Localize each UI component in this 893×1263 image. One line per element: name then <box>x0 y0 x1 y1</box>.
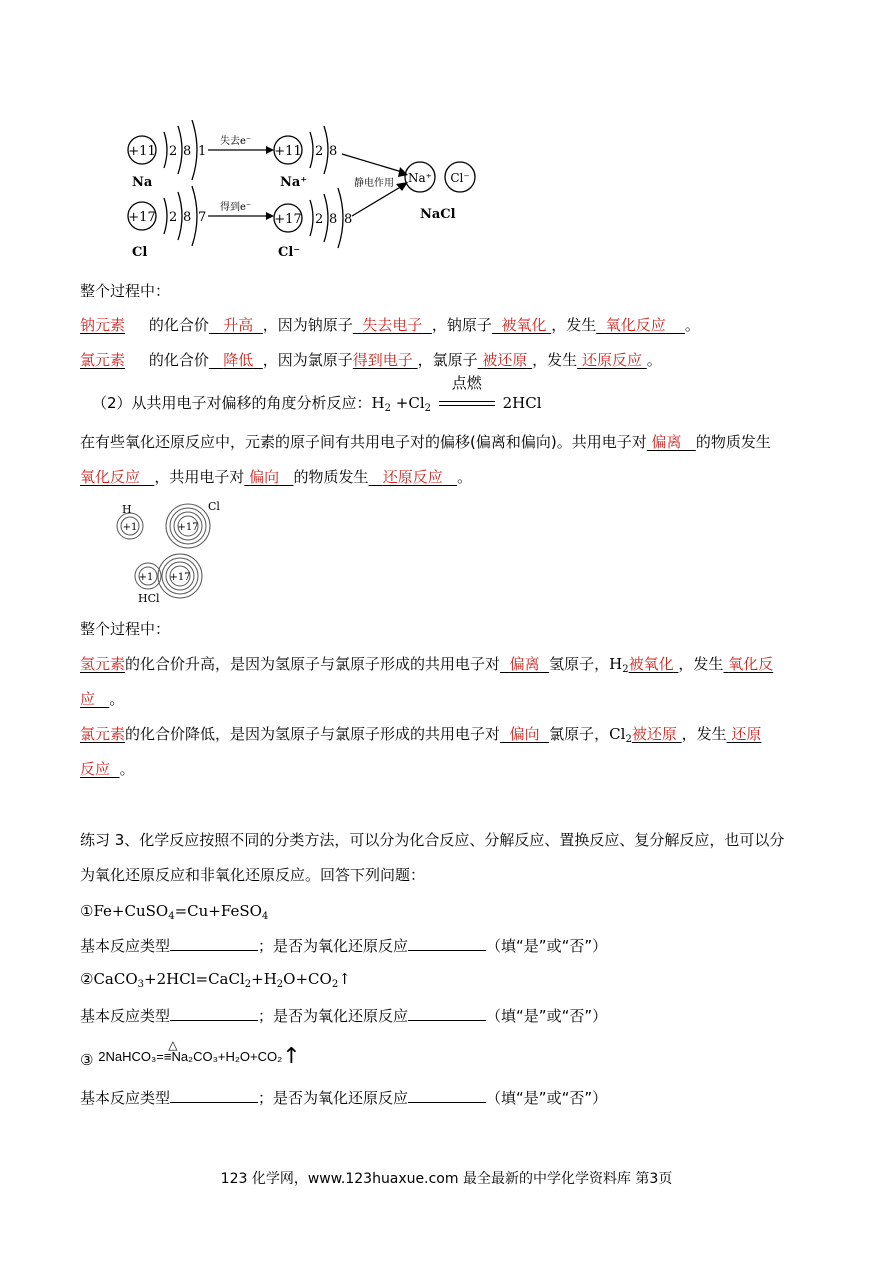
label: 基本反应类型 <box>80 1089 171 1107</box>
text: 。 <box>119 760 135 778</box>
text: 。 <box>457 468 473 486</box>
answer <box>80 690 109 708</box>
condition-text: 点燃 <box>451 374 482 392</box>
answer-text: 被还原 <box>482 351 528 369</box>
answer <box>727 725 762 743</box>
p1-line-cl <box>80 349 662 371</box>
heat-symbol: △ <box>168 1038 178 1052</box>
ex3-q2-row <box>80 1004 607 1027</box>
answer-text: 氧化反 <box>728 655 774 673</box>
na-ion-label: Na⁺ <box>280 175 308 190</box>
answer-text: 应 <box>80 690 96 708</box>
redox-input[interactable] <box>408 934 486 951</box>
reaction-type-input[interactable] <box>170 1004 258 1021</box>
cl-ion-shell-3: 8 <box>344 212 353 227</box>
cl-shell-1: 2 <box>169 210 178 225</box>
h-symbol: H <box>371 394 385 412</box>
nacl-cl-ion: Cl⁻ <box>450 171 470 185</box>
cl-ion-shell-1: 2 <box>315 212 324 227</box>
text: 。 <box>646 351 662 369</box>
answer <box>632 725 682 743</box>
sub: 4 <box>168 911 175 922</box>
text: 氯原子， <box>549 725 610 743</box>
eq-condition <box>436 374 498 414</box>
text: 的化合价升高，是因为氢原子与氯原子形成的共用电子对 <box>125 655 501 673</box>
text: 的物质发生 <box>695 433 771 451</box>
text: ，共用电子对 <box>154 468 245 486</box>
q3-formula <box>98 1038 283 1068</box>
answer <box>209 351 263 369</box>
sub: 2 <box>625 734 632 745</box>
hcl-h-nucleus: +1 <box>138 572 154 583</box>
redox-input[interactable] <box>408 1004 486 1021</box>
p3-line4 <box>80 758 135 780</box>
reaction-type-input[interactable] <box>170 1086 258 1103</box>
ex3-q2-equation <box>80 968 351 996</box>
intro-text: （2）从共用电子对偏移的角度分析反应： <box>92 394 372 412</box>
eq-part: +2HCl=CaCl <box>144 970 245 988</box>
na-shell-3: 1 <box>198 144 207 159</box>
answer <box>478 351 533 369</box>
answer <box>577 351 647 369</box>
cl-nucleus: +17 <box>177 522 199 533</box>
text: ，钠原子 <box>431 316 492 334</box>
sub: 2 <box>244 979 252 990</box>
na-nucleus: +11 <box>128 144 156 159</box>
cl-atom-label: Cl <box>208 500 220 513</box>
eq-product: 2HCl <box>502 394 542 412</box>
hint: （填“是”或“否”） <box>486 1089 608 1107</box>
text: 在有些氧化还原反应中，元素的原子间有共用电子对的偏移(偏离和偏向)。共用电子对 <box>80 433 647 451</box>
h-nucleus: +1 <box>122 522 138 533</box>
answer-text: 还原反应 <box>382 468 443 486</box>
answer-text: 降低 <box>223 351 254 369</box>
label: 基本反应类型 <box>80 1007 171 1025</box>
label: ；是否为氧化还原反应 <box>258 1089 409 1107</box>
text: ，发生 <box>532 351 578 369</box>
sub: 2 <box>331 979 339 990</box>
na-ion-nucleus: +11 <box>274 144 302 159</box>
answer: 氢元素 <box>80 655 126 673</box>
text: ，因为钠原子 <box>262 316 353 334</box>
text: ，发生 <box>551 316 597 334</box>
text: ，因为氯原子 <box>262 351 353 369</box>
na-ion-shell-2: 8 <box>329 144 338 159</box>
eq-part: ②CaCO <box>80 970 138 988</box>
answer <box>353 351 418 369</box>
answer-text: 还原 <box>731 725 762 743</box>
p2-intro-line <box>92 374 542 420</box>
cl-nucleus: +17 <box>128 210 156 225</box>
text: 氢原子， <box>549 655 610 673</box>
na-shell-1: 2 <box>169 144 178 159</box>
p3-heading: 整个过程中： <box>80 620 171 638</box>
answer <box>368 468 457 486</box>
sub: 2 <box>424 403 432 414</box>
cl-shell-3: 7 <box>198 210 207 225</box>
lose-electron-label: 失去e⁻ <box>220 136 252 147</box>
ex3-q3-row <box>80 1086 607 1109</box>
answer <box>80 760 120 778</box>
answer-text: 得到电子 <box>352 351 413 369</box>
covalent-bond-diagram <box>110 498 230 608</box>
text: ，发生 <box>681 725 727 743</box>
sub: 2 <box>622 664 629 675</box>
ex3-q1-row <box>80 934 607 957</box>
na-shell-2: 8 <box>183 144 192 159</box>
reaction-type-input[interactable] <box>170 934 258 951</box>
label: ；是否为氧化还原反应 <box>258 937 409 955</box>
p1-line-na <box>80 314 700 336</box>
answer-text: 氧化反应 <box>605 316 666 334</box>
nacl-label: NaCl <box>420 207 456 222</box>
gain-electron-label: 得到e⁻ <box>220 202 252 213</box>
p1-heading: 整个过程中： <box>80 282 171 300</box>
answer-text: 失去电子 <box>362 316 423 334</box>
answer-text: 偏向 <box>509 725 540 743</box>
eq-part: =Cu+FeSO <box>174 902 262 920</box>
answer <box>500 725 549 743</box>
na-label: Na <box>132 175 153 190</box>
eq-cl2 <box>408 394 431 412</box>
p2-line1 <box>80 431 771 453</box>
eq-text: 2NaHCO₃=≡Na₂CO₃+H₂O+CO₂ <box>98 1049 283 1064</box>
answer-text: 还原反应 <box>581 351 642 369</box>
text: 的化合价 <box>148 351 209 369</box>
eq-part: +H <box>251 970 277 988</box>
answer-text: 升高 <box>223 316 254 334</box>
gas-arrow: ↑ <box>282 1044 301 1069</box>
answer-text: 被氧化 <box>501 316 547 334</box>
redox-input[interactable] <box>408 1086 486 1103</box>
na-ion-shell-1: 2 <box>315 144 324 159</box>
gas-arrow: ↑ <box>338 970 351 988</box>
eq-part: O+CO <box>283 970 332 988</box>
answer <box>492 316 551 334</box>
answer-text: 偏离 <box>651 433 682 451</box>
answer <box>647 433 696 451</box>
label: 基本反应类型 <box>80 937 171 955</box>
p3-line2 <box>80 688 124 710</box>
answer-text: 偏向 <box>249 468 280 486</box>
p2-line2 <box>80 466 472 488</box>
p3-line1 <box>80 653 773 681</box>
hcl-cl-nucleus: +17 <box>169 572 191 583</box>
text: 。 <box>684 316 700 334</box>
answer-text: 氧化反应 <box>80 468 141 486</box>
answer <box>80 468 154 486</box>
answer-text: 反应 <box>80 760 111 778</box>
answer <box>629 655 679 673</box>
sub: 3 <box>137 979 145 990</box>
eq-part: ①Fe+CuSO <box>80 902 169 920</box>
cl-shell-2: 8 <box>183 210 192 225</box>
cl2-formula <box>609 725 632 743</box>
answer: 氯元素 <box>80 351 126 369</box>
text: 的化合价 <box>148 316 209 334</box>
text: 的化合价降低，是因为氢原子与氯原子形成的共用电子对 <box>125 725 501 743</box>
answer-text: 被还原 <box>631 725 677 743</box>
ex3-q1-equation <box>80 900 268 928</box>
h2-formula <box>609 655 628 673</box>
p3-line3 <box>80 723 761 751</box>
equal-sign <box>439 401 495 406</box>
plus: + <box>395 394 409 412</box>
answer <box>723 655 773 673</box>
cl-ion-label: Cl⁻ <box>278 245 301 260</box>
sub: 2 <box>276 979 284 990</box>
number: ③ <box>80 1051 94 1069</box>
h-atom-label: H <box>122 503 132 516</box>
ionic-bond-diagram <box>120 120 490 260</box>
h-symbol: H <box>609 655 623 673</box>
ex3-line2: 为氧化还原反应和非氧化还原反应。回答下列问题： <box>80 866 426 884</box>
answer <box>500 655 549 673</box>
cl-symbol: Cl <box>609 725 626 743</box>
eq-h2 <box>372 394 391 412</box>
text: 的物质发生 <box>293 468 369 486</box>
answer-text: 被氧化 <box>628 655 674 673</box>
answer <box>209 316 263 334</box>
ex3-q3-equation <box>80 1038 301 1071</box>
answer-text: 偏离 <box>509 655 540 673</box>
sub: 4 <box>261 911 269 922</box>
text: ，氯原子 <box>417 351 478 369</box>
static-force-label: 静电作用 <box>354 178 394 189</box>
cl-ion-shell-2: 8 <box>329 212 338 227</box>
cl-label: Cl <box>132 245 148 260</box>
cl-ion-nucleus: +17 <box>274 212 302 227</box>
hcl-label: HCl <box>138 592 160 605</box>
label: ；是否为氧化还原反应 <box>258 1007 409 1025</box>
ex3-line1: 练习 3、化学反应按照不同的分类方法，可以分为化合反应、分解反应、置换反应、复分解反应，也可以分 <box>80 831 785 849</box>
answer: 钠元素 <box>80 316 126 334</box>
answer <box>353 316 432 334</box>
sub: 2 <box>384 403 392 414</box>
answer <box>596 316 685 334</box>
answer <box>244 468 293 486</box>
hint: （填“是”或“否”） <box>486 1007 608 1025</box>
nacl-na-ion: Na⁺ <box>408 171 432 185</box>
hint: （填“是”或“否”） <box>486 937 608 955</box>
text: ，发生 <box>678 655 724 673</box>
page-footer: 123 化学网，www.123huaxue.com 最全最新的中学化学资料库 第3页 <box>220 1171 673 1187</box>
cl-symbol: Cl <box>408 394 425 412</box>
answer: 氯元素 <box>80 725 126 743</box>
text: 。 <box>109 690 125 708</box>
